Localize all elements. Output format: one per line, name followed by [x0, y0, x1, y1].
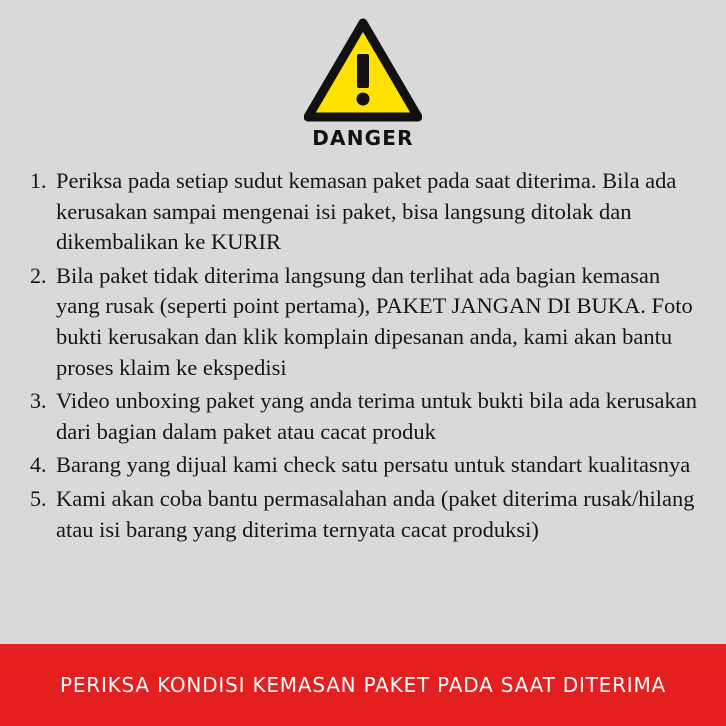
- danger-sign-area: [0, 0, 726, 150]
- list-item: 1. Periksa pada setiap sudut kemasan paket pada saat diterima. Bila ada kerusakan sampai mengenai isi paket, bisa langsung ditolak dan dikembalikan ke KURIR: [52, 166, 708, 258]
- danger-label: DANGER: [312, 126, 414, 150]
- rules-list: [18, 166, 708, 545]
- list-item: 4. Barang yang dijual kami check satu persatu untuk standart kualitasnya: [52, 450, 708, 481]
- footer-banner: [0, 644, 726, 726]
- list-item: 5. Kami akan coba bantu permasalahan anda (paket diterima rusak/hilang atau isi barang yang diterima ternyata cacat produksi): [52, 484, 708, 545]
- footer-banner-text: PERIKSA KONDISI KEMASAN PAKET PADA SAAT DITERIMA: [59, 673, 667, 697]
- list-item: 3. Video unboxing paket yang anda terima untuk bukti bila ada kerusakan dari bagian dalam paket atau cacat produk: [52, 386, 708, 447]
- list-item: 2. Bila paket tidak diterima langsung dan terlihat ada bagian kemasan yang rusak (seperti point pertama), PAKET JANGAN DI BUKA. Foto bukti kerusakan dan klik komplain dipesanan anda, kami akan bantu proses klaim ke ekspedisi: [52, 261, 708, 383]
- rules-list-area: [0, 150, 726, 644]
- danger-triangle-icon: [304, 18, 422, 122]
